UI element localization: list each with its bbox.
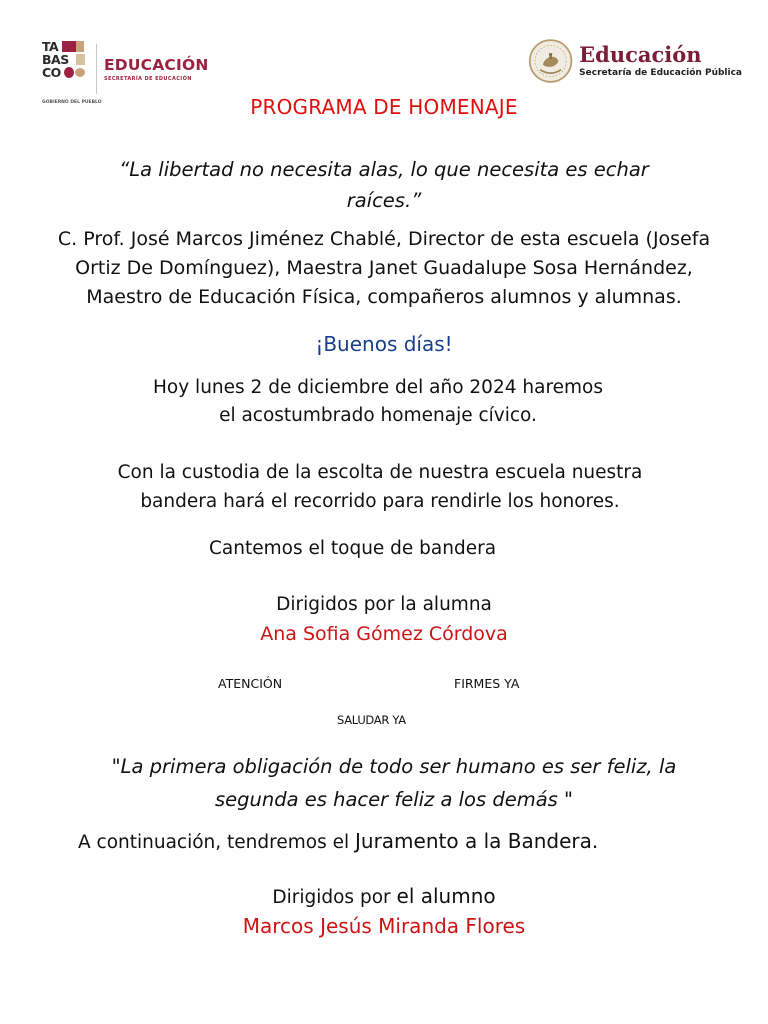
juramento-text: Juramento a la Bandera. [355, 829, 599, 853]
second-quote-line-1: "La primera obligación de todo ser humano es ser feliz, la [111, 755, 677, 778]
dirigidos-alumna: Dirigidos por la alumna [276, 594, 492, 615]
dirigidos-alumno-emph: el alumno [396, 884, 496, 908]
tabasco-line-3: CO [42, 65, 61, 80]
custodia-paragraph [60, 458, 700, 516]
intro-line-1: Hoy lunes 2 de diciembre del año 2024 haremos [153, 377, 603, 398]
command-saludar: SALUDAR YA [337, 713, 406, 727]
greeting-paragraph: C. Prof. José Marcos Jiménez Chablé, Director de esta escuela (Josefa Ortiz De Domínguez), Maestra Janet Guadalupe Sosa Hernández, Maestro de Educación Física, compañeros alumnos y alumnas. [57, 228, 711, 308]
tabasco-line-2: BAS [42, 52, 69, 67]
intro-paragraph [80, 374, 676, 430]
opening-quote [80, 154, 688, 216]
continuacion-prefix: A continuación, tendremos el [78, 832, 355, 853]
education-subtitle: SECRETARÍA DE EDUCACIÓN [104, 76, 192, 82]
second-quote-line-2: segunda es hacer feliz a los demás " [214, 788, 573, 811]
command-firmes: FIRMES YA [454, 676, 520, 691]
logo-divider [96, 44, 97, 94]
tabasco-logo [42, 39, 102, 105]
alumna-name: Ana Sofia Gómez Córdova [260, 623, 508, 645]
opening-quote-line-1: “La libertad no necesita alas, lo que necesita es echar [119, 158, 649, 181]
second-quote [80, 750, 708, 816]
alumno-name: Marcos Jesús Miranda Flores [242, 914, 526, 938]
custodia-line-1: Con la custodia de la escolta de nuestra escuela nuestra [117, 462, 643, 483]
command-atencion: ATENCIÓN [218, 676, 283, 691]
cantemos-line: Cantemos el toque de bandera [209, 538, 497, 559]
tabasco-tagline: GOBIERNO DEL PUEBLO [42, 100, 102, 105]
sep-wordmark: Educación [579, 42, 702, 67]
program-title: PROGRAMA DE HOMENAJE [250, 95, 518, 119]
custodia-line-2: bandera hará el recorrido para rendirle los honores. [140, 491, 620, 512]
buenos-dias: ¡Buenos días! [315, 332, 453, 356]
intro-line-2: el acostumbrado homenaje cívico. [219, 405, 537, 426]
national-seal-icon [528, 35, 573, 87]
continuacion-line [78, 829, 598, 853]
tabasco-line-1: TA [42, 39, 59, 54]
dirigidos-alumno [0, 884, 768, 908]
sep-subtitle: Secretaría de Educación Pública [579, 68, 742, 78]
education-wordmark: EDUCACIÓN [104, 56, 209, 74]
opening-quote-line-2: raíces.” [346, 189, 422, 212]
sep-logo [528, 34, 742, 88]
dirigidos-alumno-prefix: Dirigidos por [272, 887, 397, 908]
